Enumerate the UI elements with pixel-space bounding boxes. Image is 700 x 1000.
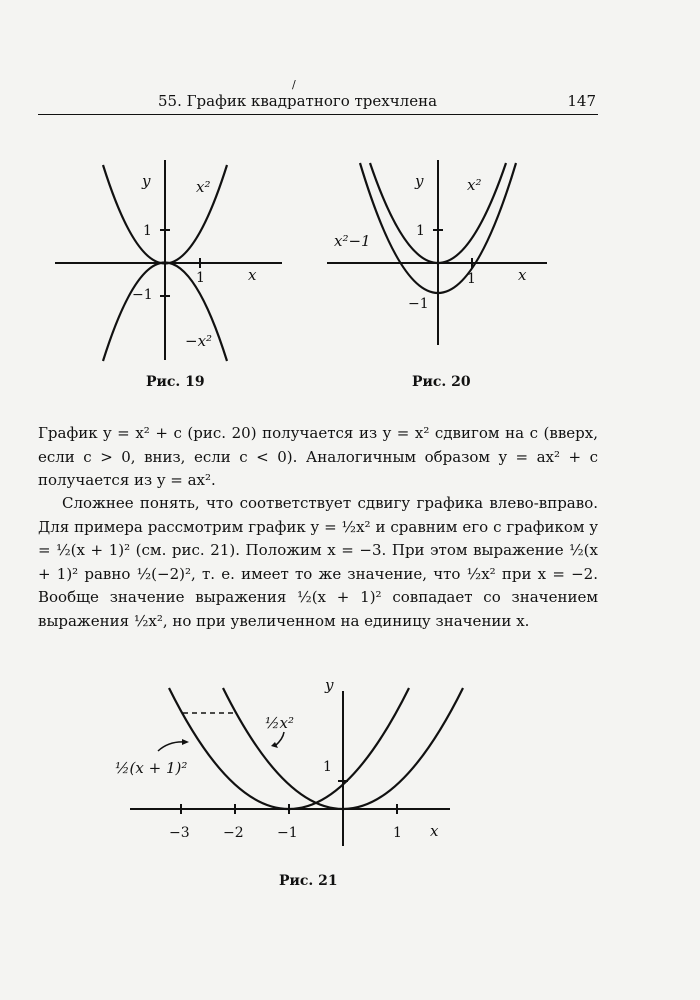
figure-19 [50, 160, 290, 390]
fig19-label-x: x [248, 266, 257, 284]
page-number: 147 [567, 92, 596, 110]
fig20-caption: Рис. 20 [412, 374, 471, 390]
fig21-label-y: y [325, 676, 334, 694]
fig19-label-x2: x² [196, 178, 211, 196]
fig21-label-half-x2: ½x² [265, 714, 295, 732]
fig21-label-half-shifted: ½(x + 1)² [115, 759, 188, 777]
figure-20 [322, 160, 562, 390]
fig19-label-minus-one: −1 [132, 287, 153, 303]
fig21-curve-half-shifted [169, 688, 409, 809]
fig21-tick-label: 1 [393, 825, 402, 841]
figure-21 [115, 676, 465, 856]
fig20-label-minus-one: −1 [408, 296, 429, 312]
fig19-label-y: y [142, 172, 151, 190]
fig19-label-neg-x2: −x² [185, 332, 213, 350]
fig20-label-x2: x² [467, 176, 482, 194]
fig21-arrow-half-shifted [158, 742, 185, 751]
fig21-arrow-head-half-shifted [182, 739, 189, 745]
paragraph-1: График y = x² + c (рис. 20) получается из y = x² сдвигом на c (вверх, если c > 0, вниз, если c < 0). Аналогичным образом y = ax² + c получается из y = ax². [38, 424, 598, 489]
fig21-arrow-half-x2 [275, 732, 284, 746]
fig19-label-one-x: 1 [196, 270, 205, 286]
page-header [38, 92, 598, 115]
fig21-tick-label: −3 [169, 825, 190, 841]
fig19-caption: Рис. 19 [146, 374, 205, 390]
fig20-label-one-y: 1 [416, 223, 425, 239]
fig21-label-one-y: 1 [323, 759, 332, 775]
fig21-tick-label: −1 [277, 825, 298, 841]
fig20-label-y: y [415, 172, 424, 190]
fig21-tick-label: −2 [223, 825, 244, 841]
fig21-label-x: x [430, 822, 439, 840]
fig20-label-x: x [518, 266, 527, 284]
fig20-label-one-x: 1 [467, 271, 476, 287]
section-title: 55. График квадратного трехчлена [158, 92, 438, 110]
fig19-label-one-y: 1 [143, 223, 152, 239]
stray-mark: / [292, 78, 296, 91]
fig21-caption: Рис. 21 [279, 873, 338, 889]
paragraph-2: Сложнее понять, что соответствует сдвигу графика влево-вправо. Для примера рассмотрим график y = ½x² и сравним его с графиком y = ½(x + 1)² (см. рис. 21). Положим x = −3. При этом выражение ½(x + 1)² равно ½(−2)², т. е. имеет то же значение, что ½x² при x = −2. Вообще значение выражения ½(x + 1)² совпадает со значением выражения ½x², но при увеличенном на единицу значении x. [38, 494, 598, 630]
fig20-label-x2-minus1: x²−1 [334, 232, 371, 250]
